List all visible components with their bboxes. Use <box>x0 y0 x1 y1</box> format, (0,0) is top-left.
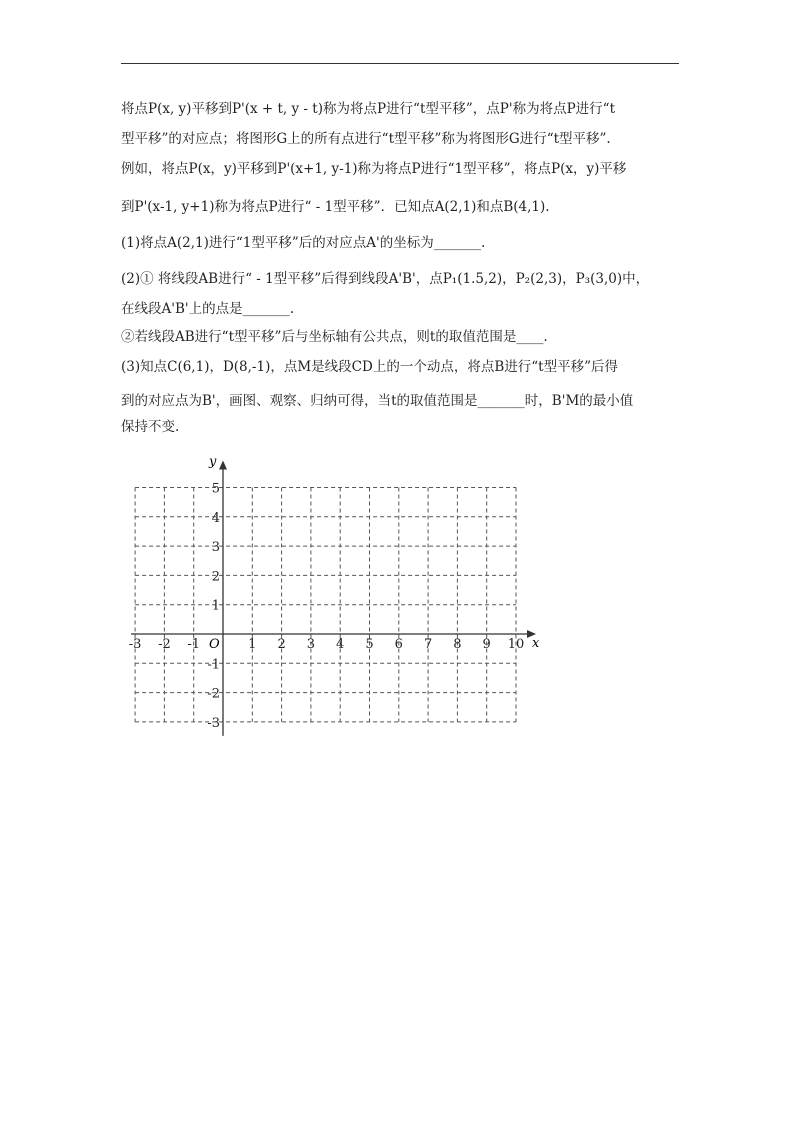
x-tick-label: 1 <box>248 637 257 652</box>
x-tick-label: -1 <box>187 637 201 652</box>
x-tick-label: 4 <box>336 637 345 652</box>
y-tick-label: 1 <box>211 598 220 614</box>
y-tick-label: 4 <box>211 510 220 526</box>
intro-line-4: 到P'(x-1, y+1)称为将点P进行“ - 1型平移”．已知点A(2,1)和点B(4,1). <box>121 199 550 215</box>
x-tick-label: 2 <box>277 637 286 652</box>
question-2-part-1-line-1: (2)① 将线段AB进行“ - 1型平移”后得到线段A'B'，点P₁(1.5,2)，P₂(2,3)，P₃(3,0)中， <box>121 271 650 287</box>
header-rule <box>121 63 679 64</box>
question-3-line-1: (3)知点C(6,1)，D(8,-1)，点M是线段CD上的一个动点，将点B进行“t型平移”后得 <box>121 359 618 375</box>
question-3-line-3: 保持不变. <box>121 419 180 435</box>
intro-line-2: 型平移”的对应点；将图形G上的所有点进行“t型平移”称为将图形G进行“t型平移”. <box>121 131 611 147</box>
intro-line-3: 例如，将点P(x，y)平移到P'(x+1, y-1)称为将点P进行“1型平移”，将点P(x，y)平移 <box>121 161 627 177</box>
axes <box>128 461 536 736</box>
y-tick-label: 3 <box>211 540 220 556</box>
question-3-line-2: 到的对应点为B'，画图、观察、归纳可得，当t的取值范围是_______时，B'M的最小值 <box>121 393 634 409</box>
x-axis-label: x <box>532 636 540 651</box>
grid-lines <box>135 488 516 722</box>
problem-text <box>121 98 681 438</box>
question-2-part-2: ②若线段AB进行“t型平移”后与坐标轴有公共点，则t的取值范围是____. <box>121 329 548 345</box>
x-tick-label: 8 <box>453 637 462 652</box>
x-tick-label: -3 <box>128 637 142 652</box>
y-tick-label: 2 <box>211 569 220 585</box>
origin-label: O <box>209 637 220 652</box>
y-tick-label: 5 <box>211 481 220 497</box>
question-2-part-1-line-2: 在线段A'B'上的点是_______. <box>121 301 295 317</box>
x-tick-label: 7 <box>423 637 433 652</box>
y-tick-label: -2 <box>207 686 220 702</box>
question-1: (1)将点A(2,1)进行“1型平移”后的对应点A'的坐标为_______. <box>121 235 486 251</box>
y-axis-arrow <box>219 461 227 470</box>
x-tick-label: -2 <box>158 637 171 652</box>
y-axis-label: y <box>209 454 217 470</box>
x-tick-label: 5 <box>365 637 374 652</box>
x-tick-label: 10 <box>507 637 525 652</box>
tick-labels <box>129 482 525 731</box>
coordinate-grid <box>115 440 555 744</box>
coordinate-grid-svg <box>115 440 555 740</box>
x-tick-label: 6 <box>394 637 403 652</box>
intro-line-1: 将点P(x, y)平移到P'(x + t, y - t)称为将点P进行“t型平移”，点P'称为将点P进行“t <box>121 101 615 117</box>
x-tick-label: 9 <box>482 637 491 652</box>
x-tick-label: 3 <box>306 637 316 652</box>
y-tick-label: -3 <box>207 715 220 731</box>
y-tick-label: -1 <box>207 657 220 673</box>
